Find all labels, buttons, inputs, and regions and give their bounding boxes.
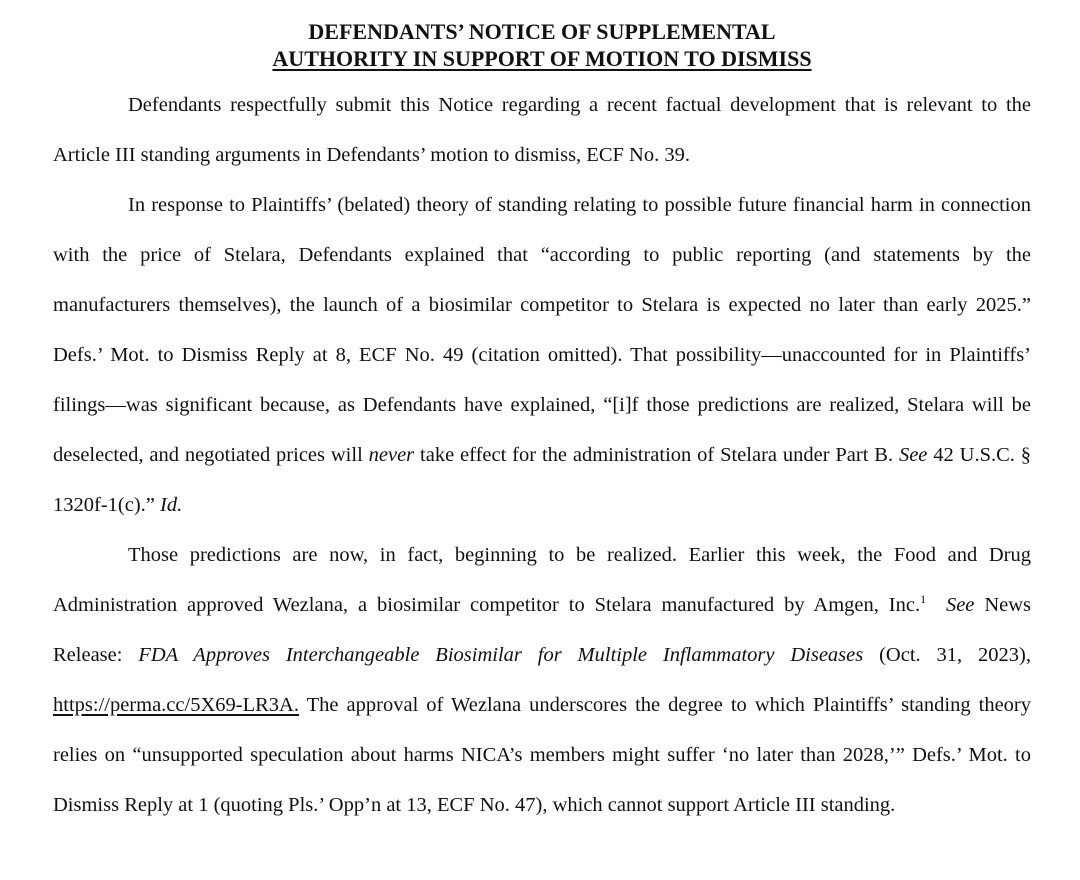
news-release-title: FDA Approves Interchangeable Biosimilar for Multiple Inflammatory Diseases (138, 644, 864, 666)
paragraph-3-text-c: (Oct. 31, 2023), (863, 644, 1031, 666)
signal-see: See (898, 444, 928, 466)
paragraph-3-text-a: Those predictions are now, in fact, beginning to be realized. Earlier this week, the Food and Drug Administration approved Wezlana, a biosimilar competitor to Stelara manufactured by Amgen, Inc. (53, 544, 1031, 616)
perma-link[interactable]: https://perma.cc/5X69-LR3A. (53, 694, 299, 716)
title-line-2: AUTHORITY IN SUPPORT OF MOTION TO DISMISS (272, 46, 812, 71)
paragraph-1 (53, 80, 1031, 180)
document-page (53, 18, 1031, 830)
paragraph-2-text-a: In response to Plaintiffs’ (belated) theory of standing relating to possible future financial harm in connection with the price of Stelara, Defendants explained that “according to public reporting (and statements by the manufacturers themselves), the launch of a biosimilar competitor to Stelara is expected no later than early 2025.” Defs.’ Mot. to Dismiss Reply at 8, ECF No. 49 (citation omitted). That possibility—unaccounted for in Plaintiffs’ filings—was significant because, as Defendants have explained, “[i]f those predictions are realized, Stelara will be deselected, and negotiated prices will (53, 194, 1031, 466)
title-line-1: DEFENDANTS’ NOTICE OF SUPPLEMENTAL (308, 19, 776, 44)
paragraph-1-text: Defendants respectfully submit this Notice regarding a recent factual development that is relevant to the Article III standing arguments in Defendants’ motion to dismiss, ECF No. 39. (53, 94, 1031, 166)
paragraph-2 (53, 180, 1031, 530)
document-title (53, 18, 1031, 72)
signal-see-2: See (945, 594, 975, 616)
footnote-marker[interactable]: 1 (920, 592, 927, 606)
paragraph-3 (53, 530, 1031, 830)
paragraph-3-text-d: The approval of Wezlana underscores the degree to which Plaintiffs’ standing theory relies on “unsupported speculation about harms NICA’s members might suffer ‘no later than 2028,’” Defs.’ Mot. to Dismiss Reply at 1 (quoting Pls.’ Opp’n at 13, ECF No. 47), which cannot support Article III standing. (53, 694, 1031, 816)
citation-id: Id. (160, 494, 183, 516)
paragraph-2-text-b: take effect for the administration of Stelara under Part B. (414, 444, 899, 466)
paragraph-2-text-c: 42 U.S.C. § 1320f-1(c).” (53, 444, 1032, 516)
emphasis-never: never (368, 444, 415, 466)
paragraph-3-text-b: News Release: (53, 594, 1031, 666)
